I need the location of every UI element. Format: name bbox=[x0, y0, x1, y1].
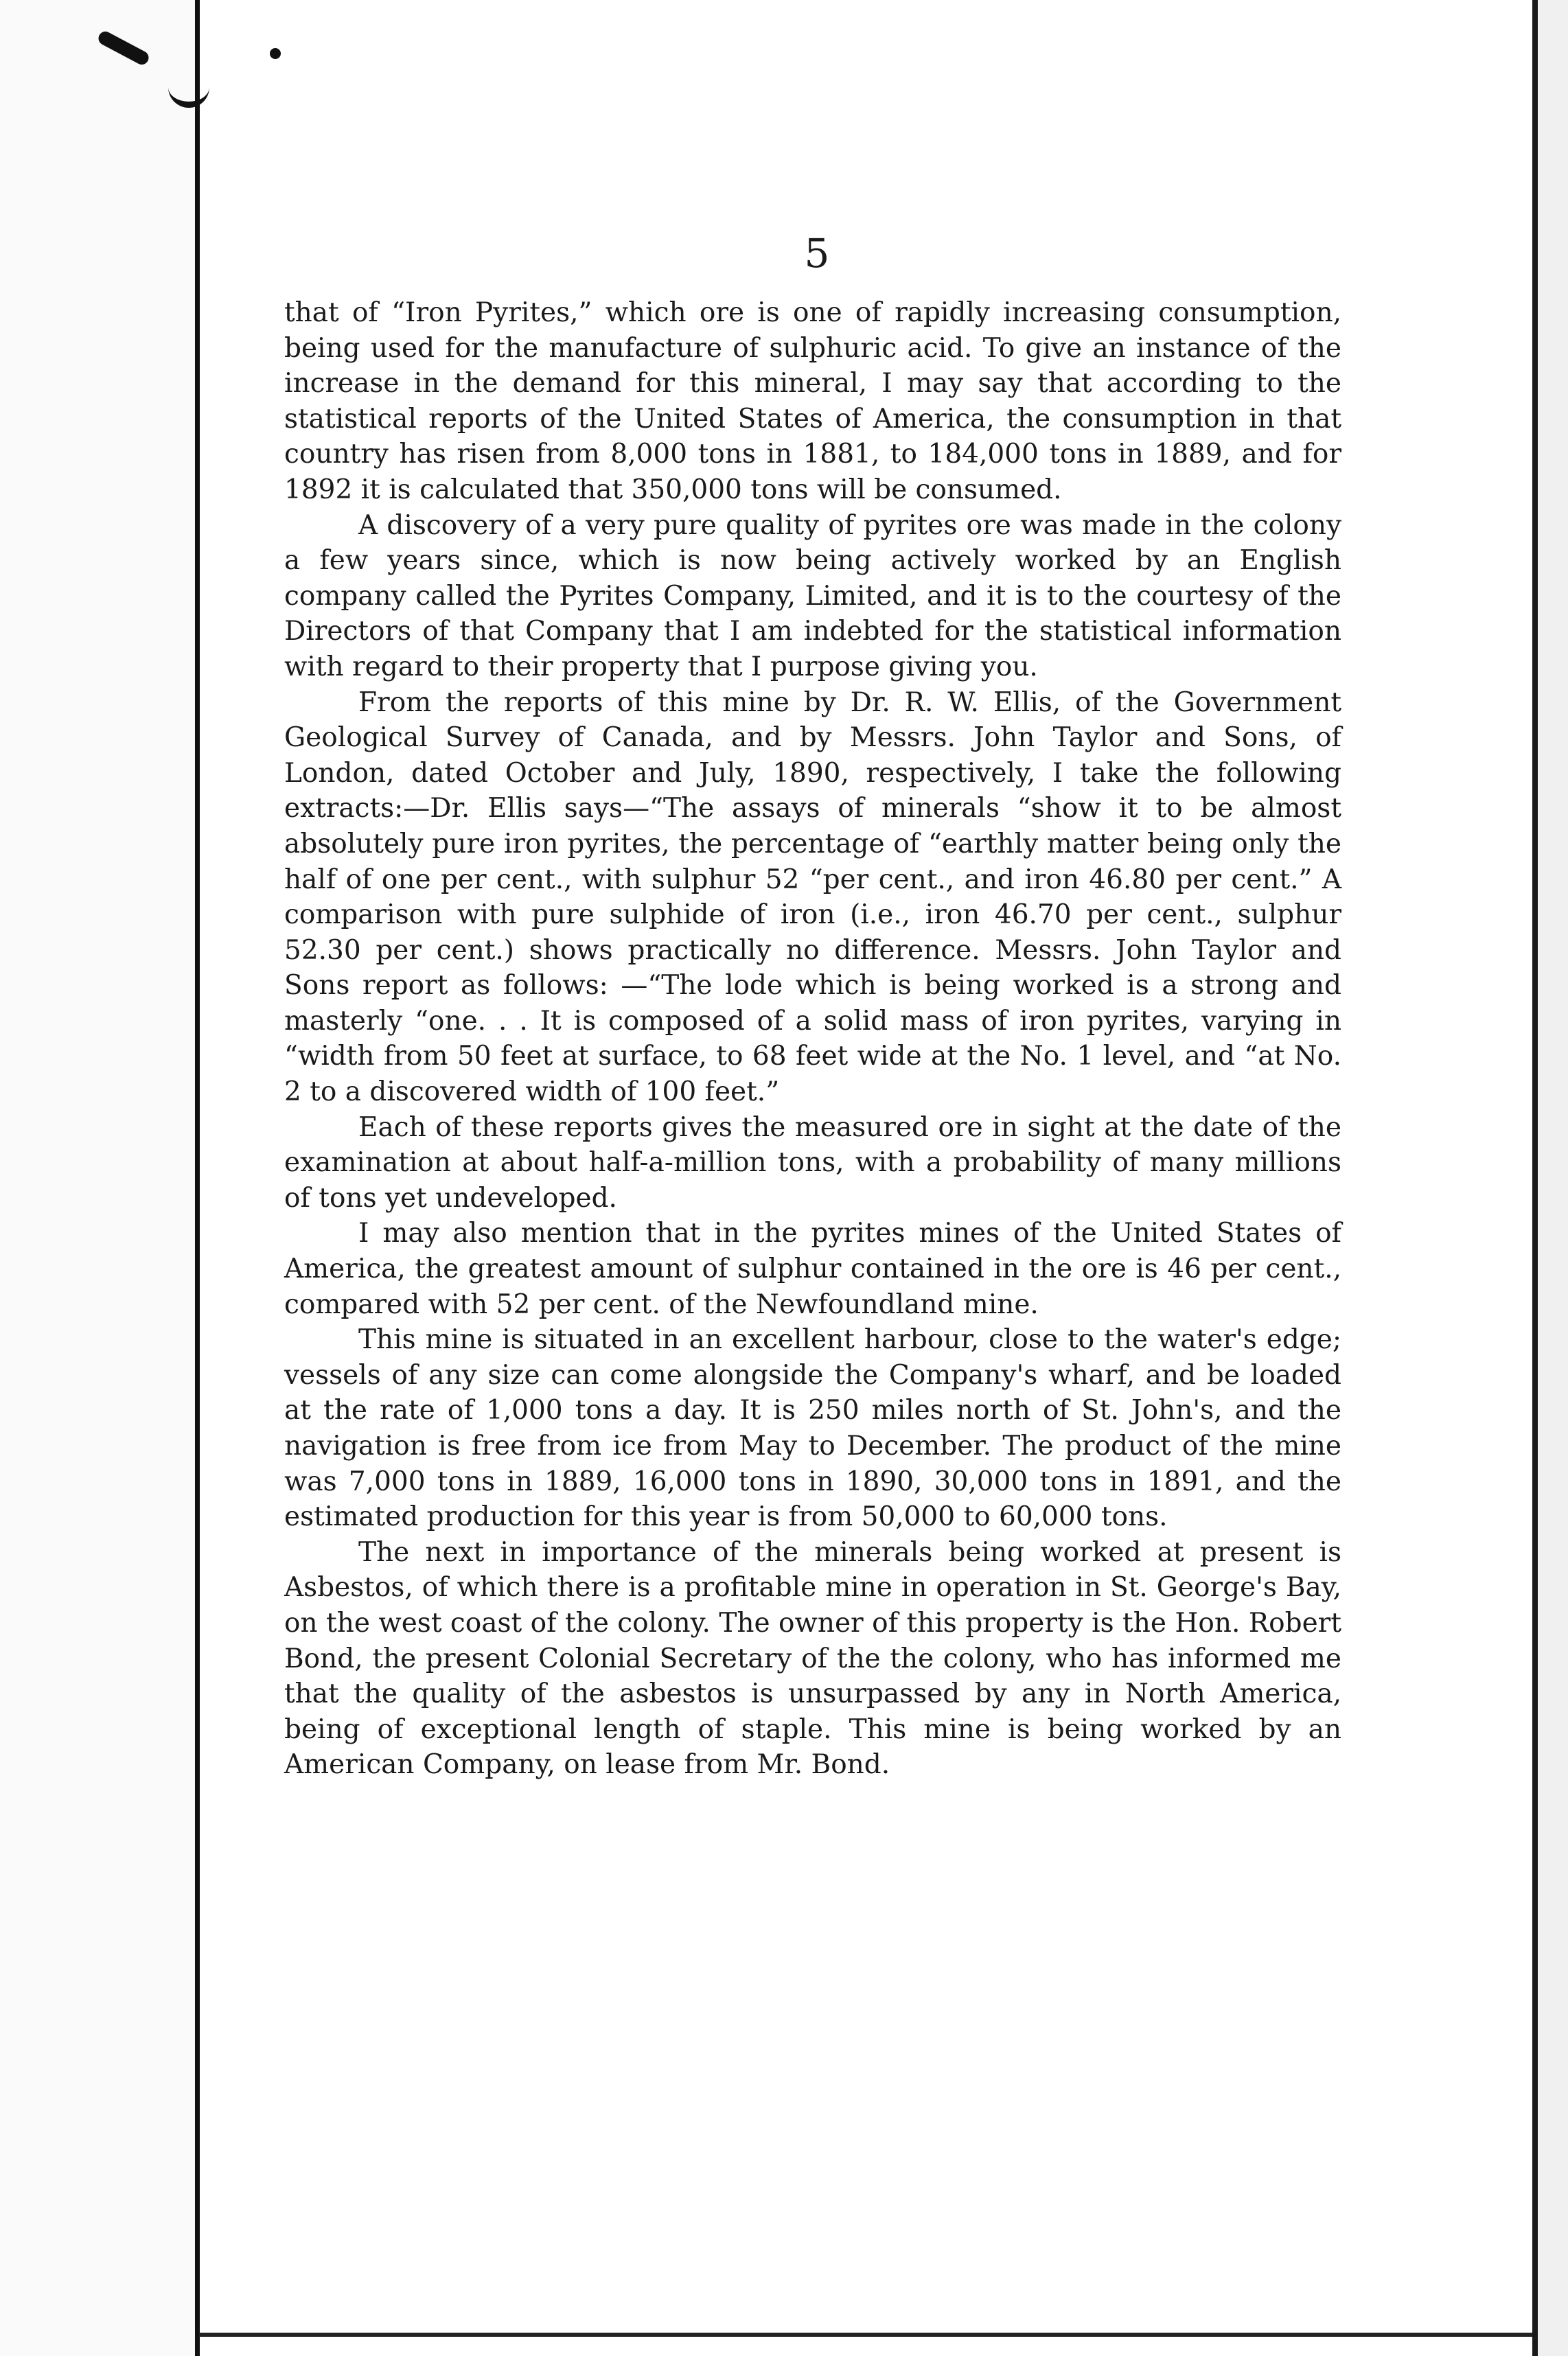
paragraph: This mine is situated in an excellent harbour, close to the water's edge; vessels of any size can come alongside the Company's wharf, and be loaded at the rate of 1,000 tons a day. It is 250 miles north of St. John's, and the navigation is free from ice from May to December. The product of the mine was 7,000 tons in 1889, 16,000 tons in 1890, 30,000 tons in 1891, and the estimated production for this year is from 50,000 to 60,000 tons. bbox=[284, 1324, 1341, 1533]
paragraph: Each of these reports gives the measured ore in sight at the date of the examination at about half-a-million tons, with a probability of many millions of tons yet undeveloped. bbox=[284, 1111, 1341, 1214]
ink-dot bbox=[270, 48, 281, 59]
paragraph: From the reports of this mine by Dr. R. W. Ellis, of the Government Geological Survey of Canada, and by Messrs. John Taylor and Sons, of London, dated October and July, 1890, respectively, I take the following extracts:—Dr. Ellis says—“The assays of minerals “show it to be almost absolutely pure iron pyrites, the percentage of “earthly matter being only the half of one per cent., with sulphur 52 “per cent., and iron 46.80 per cent.” A comparison with pure sulphide of iron (i.e., iron 46.70 per cent., sulphur 52.30 per cent.) shows practically no difference. Messrs. John Taylor and Sons report as follows: —“The lode which is being worked is a strong and masterly “one. . . It is composed of a solid mass of iron pyrites, varying in “width from 50 feet at surface, to 68 feet wide at the No. 1 level, and “at No. 2 to a discovered width of 100 feet.” bbox=[284, 686, 1341, 1108]
paragraph: that of “Iron Pyrites,” which ore is one of rapidly increasing consumption, being used for the manufacture of sulphuric acid. To give an instance of the increase in the demand for this mineral, I may say that according to the statistical reports of the United States of America, the consumption in that country has risen from 8,000 tons in 1881, to 184,000 tons in 1889, and for 1892 it is calculated that 350,000 tons will be consumed. bbox=[284, 297, 1341, 505]
paragraph: The next in importance of the minerals being worked at present is Asbestos, of which there is a profitable mine in operation in St. George's Bay, on the west coast of the colony. The owner of this property is the Hon. Robert Bond, the present Colonial Secretary of the the colony, who has informed me that the quality of the asbestos is unsurpassed by any in North America, being of exceptional length of staple. This mine is being worked by an American Company, on lease from Mr. Bond. bbox=[284, 1536, 1341, 1781]
left-margin bbox=[0, 0, 199, 2356]
body-text bbox=[284, 295, 1341, 1783]
page-edge bbox=[1538, 0, 1568, 2356]
binding-edge bbox=[195, 0, 200, 2356]
bottom-edge-border bbox=[199, 2333, 1532, 2337]
page-number: 5 bbox=[804, 230, 830, 277]
paragraph: I may also mention that in the pyrites mines of the United States of America, the greatest amount of sulphur contained in the ore is 46 per cent., compared with 52 per cent. of the Newfoundland mine. bbox=[284, 1218, 1341, 1320]
paragraph: A discovery of a very pure quality of pyrites ore was made in the colony a few years since, which is now being actively worked by an English company called the Pyrites Company, Limited, and it is to the courtesy of the Directors of that Company that I am indebted for the statistical information with regard to their property that I purpose giving you. bbox=[284, 509, 1341, 682]
page-edge-border bbox=[1532, 0, 1538, 2356]
